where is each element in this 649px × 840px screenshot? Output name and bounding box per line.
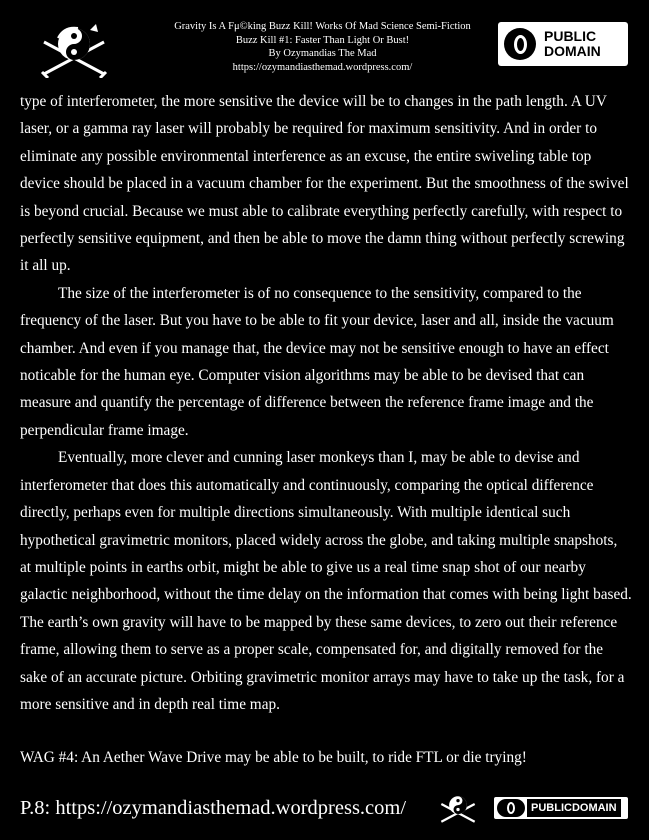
badge-word-public: PUBLIC bbox=[544, 28, 597, 44]
public-domain-badge-small bbox=[494, 797, 628, 819]
public-domain-badge bbox=[498, 22, 628, 66]
book-title: Gravity Is A Fμ©king Buzz Kill! Works Of Mad Science Semi-Fiction bbox=[174, 21, 471, 32]
public-domain-icon bbox=[497, 799, 525, 817]
body-text bbox=[20, 88, 632, 718]
paragraph: The size of the interferometer is of no consequence to the sensitivity, compared to the frequency of the laser. But you have to be able to fit your device, laser and all, inside the vacuum chamber. And even if you manage that, the device may not be sensitive enough to have an effect noticable for the human eye. Computer vision algorithms may be able to be devised that can measure and quantify the percentage of difference between the reference frame image and the perpendicular frame image. bbox=[20, 284, 614, 439]
jolly-roger-yin-yang-logo bbox=[38, 24, 110, 78]
header-url: https://ozymandiasthemad.wordpress.com/ bbox=[232, 61, 413, 73]
badge-word-domain: DOMAIN bbox=[544, 43, 601, 59]
chapter-title: Buzz Kill #1: Faster Than Light Or Bust! bbox=[235, 34, 410, 46]
page-header bbox=[0, 0, 649, 90]
footer-page-url: P.8: https://ozymandiasthemad.wordpress.com/ bbox=[20, 797, 407, 819]
paragraph: type of interferometer, the more sensitive the device will be to changes in the path length. A UV laser, or a gamma ray laser will probably be required for maximum sensitivity. And in order to eliminate any possible environmental interference as an excuse, the entire swiveling table top device should be placed in a vacuum chamber for the experiment. But the smoothness of the swivel is beyond crucial. Because we must able to calibrate everything perfectly carefully, with respect to perfectly sensitive equipment, and then be able to move the damn thing without perfectly screwing it all up. bbox=[20, 93, 629, 275]
public-domain-icon bbox=[504, 28, 536, 60]
jolly-roger-small-logo bbox=[438, 793, 478, 825]
paragraph: Eventually, more clever and cunning laser monkeys than I, may be able to devise and interferometer that does this automatically and continuously, comparing the optical difference directly, perhaps even for multiple directions simultaneously. With multiple identical such hypothetical gravimetric monitors, placed widely across the globe, and taking multiple snapshots, at multiple points in earths orbit, might be able to give us a real time snap shot of our nearby galactic neighborhood, without the time delay on the information that comes with being light based. The earth’s own gravity will have to be mapped by these same devices, to zero out their reference frame, allowing them to serve as a proper scale, compensated for, and digitally removed for the sake of an accurate picture. Orbiting gravimetric monitor arrays may have to take up the task, for a more sensitive and in depth real time map. bbox=[20, 449, 632, 713]
header-title-block bbox=[150, 20, 495, 74]
author-line: By Ozymandias The Mad bbox=[268, 48, 377, 60]
badge-text: PUBLICDOMAIN bbox=[527, 799, 621, 817]
wag-statement: WAG #4: An Aether Wave Drive may be able to be built, to ride FTL or die trying! bbox=[20, 749, 527, 766]
